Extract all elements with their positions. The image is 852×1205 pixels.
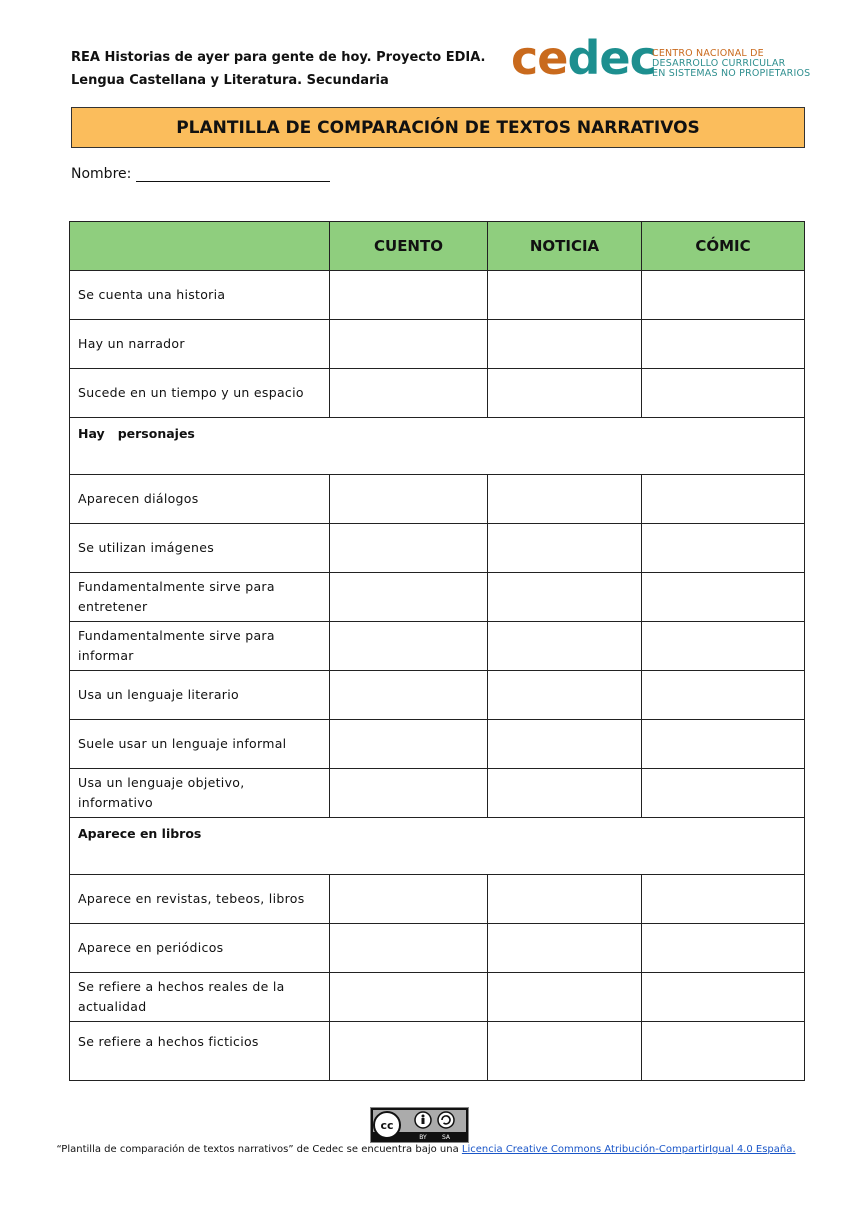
cell-noticia[interactable] (488, 320, 642, 369)
cell-cuento[interactable] (330, 369, 488, 418)
cell-cuento[interactable] (330, 524, 488, 573)
table-row (70, 1022, 805, 1081)
cell-cuento[interactable] (330, 1022, 488, 1081)
cell-noticia[interactable] (488, 475, 642, 524)
table-row (70, 973, 805, 1022)
cell-cuento[interactable] (330, 573, 488, 622)
cell-cuento[interactable] (330, 320, 488, 369)
cell-noticia[interactable] (488, 573, 642, 622)
table-row (70, 622, 805, 671)
column-header-comic: CÓMIC (642, 222, 805, 271)
row-label: Fundamentalmente sirve para informar (70, 622, 330, 671)
row-label: Aparece en periódicos (70, 924, 330, 973)
table-row (70, 573, 805, 622)
cell-noticia[interactable] (488, 973, 642, 1022)
cell-comic[interactable] (642, 369, 805, 418)
row-label: Se refiere a hechos ficticios (70, 1022, 330, 1081)
row-label: Se utilizan imágenes (70, 524, 330, 573)
table-row (70, 369, 805, 418)
license-link[interactable]: Licencia Creative Commons Atribución-CompartirIgual 4.0 España. (461, 1144, 796, 1155)
table-row (70, 875, 805, 924)
license-footer (0, 1144, 852, 1155)
cell-cuento[interactable] (330, 720, 488, 769)
document-header (71, 46, 485, 92)
svg-text:cc: cc (380, 1119, 394, 1132)
license-text: “Plantilla de comparación de textos narrativos” de Cedec se encuentra bajo una (56, 1144, 462, 1155)
column-header-cuento: CUENTO (330, 222, 488, 271)
cell-noticia[interactable] (488, 671, 642, 720)
cell-comic[interactable] (642, 573, 805, 622)
nombre-field (71, 165, 330, 182)
cell-comic[interactable] (642, 320, 805, 369)
cell-noticia[interactable] (488, 271, 642, 320)
cc-by-label: BY (419, 1134, 427, 1141)
cell-noticia[interactable] (488, 720, 642, 769)
row-label: Aparecen diálogos (70, 475, 330, 524)
column-header-noticia: NOTICIA (488, 222, 642, 271)
creative-commons-badge[interactable] (370, 1107, 469, 1143)
row-label: Suele usar un lenguaje informal (70, 720, 330, 769)
cell-cuento[interactable] (330, 769, 488, 818)
cell-cuento[interactable] (330, 671, 488, 720)
table-row (70, 320, 805, 369)
cell-noticia[interactable] (488, 769, 642, 818)
cell-comic[interactable] (642, 524, 805, 573)
header-line-1: REA Historias de ayer para gente de hoy. Proyecto EDIA. (71, 50, 486, 65)
table-section-row (70, 818, 805, 875)
table-row (70, 271, 805, 320)
cc-by-sa-icon (371, 1108, 468, 1142)
cell-comic[interactable] (642, 875, 805, 924)
cell-noticia[interactable] (488, 875, 642, 924)
cell-noticia[interactable] (488, 622, 642, 671)
cell-comic[interactable] (642, 720, 805, 769)
table-row (70, 475, 805, 524)
row-label: Se refiere a hechos reales de la actualidad (70, 973, 330, 1022)
cell-comic[interactable] (642, 622, 805, 671)
cell-cuento[interactable] (330, 875, 488, 924)
table-section-row (70, 418, 805, 475)
page-title: PLANTILLA DE COMPARACIÓN DE TEXTOS NARRATIVOS (71, 107, 805, 148)
cell-comic[interactable] (642, 973, 805, 1022)
cell-cuento[interactable] (330, 475, 488, 524)
cell-comic[interactable] (642, 271, 805, 320)
cell-noticia[interactable] (488, 369, 642, 418)
header-line-2: Lengua Castellana y Literatura. Secundaria (71, 73, 389, 88)
cell-noticia[interactable] (488, 924, 642, 973)
section-label-libros: Aparece en libros (70, 818, 805, 875)
table-row (70, 769, 805, 818)
cell-comic[interactable] (642, 671, 805, 720)
cell-cuento[interactable] (330, 973, 488, 1022)
table-row (70, 671, 805, 720)
cell-comic[interactable] (642, 475, 805, 524)
nombre-label: Nombre: (71, 166, 132, 182)
cell-comic[interactable] (642, 1022, 805, 1081)
row-label: Aparece en revistas, tebeos, libros (70, 875, 330, 924)
row-label: Se cuenta una historia (70, 271, 330, 320)
row-label: Usa un lenguaje objetivo, informativo (70, 769, 330, 818)
row-label: Usa un lenguaje literario (70, 671, 330, 720)
cell-noticia[interactable] (488, 1022, 642, 1081)
row-label: Sucede en un tiempo y un espacio (70, 369, 330, 418)
section-label-personajes: Hay personajes (70, 418, 805, 475)
table-row (70, 720, 805, 769)
cell-cuento[interactable] (330, 622, 488, 671)
cell-cuento[interactable] (330, 271, 488, 320)
cell-cuento[interactable] (330, 924, 488, 973)
cc-sa-label: SA (441, 1134, 451, 1141)
cell-comic[interactable] (642, 769, 805, 818)
table-row (70, 924, 805, 973)
table-header-row (70, 222, 805, 271)
column-header-empty (70, 222, 330, 271)
comparison-table (69, 221, 805, 1081)
cell-noticia[interactable] (488, 524, 642, 573)
cedec-logo-subtitle: CENTRO NACIONAL DE DESARROLLO CURRICULAR EN SISTEMAS NO PROPIETARIOS (652, 48, 811, 79)
nombre-blank-line[interactable] (136, 165, 330, 182)
table-row (70, 524, 805, 573)
row-label: Fundamentalmente sirve para entretener (70, 573, 330, 622)
cedec-logo-wordmark: cedec (511, 31, 656, 85)
cell-comic[interactable] (642, 924, 805, 973)
row-label: Hay un narrador (70, 320, 330, 369)
